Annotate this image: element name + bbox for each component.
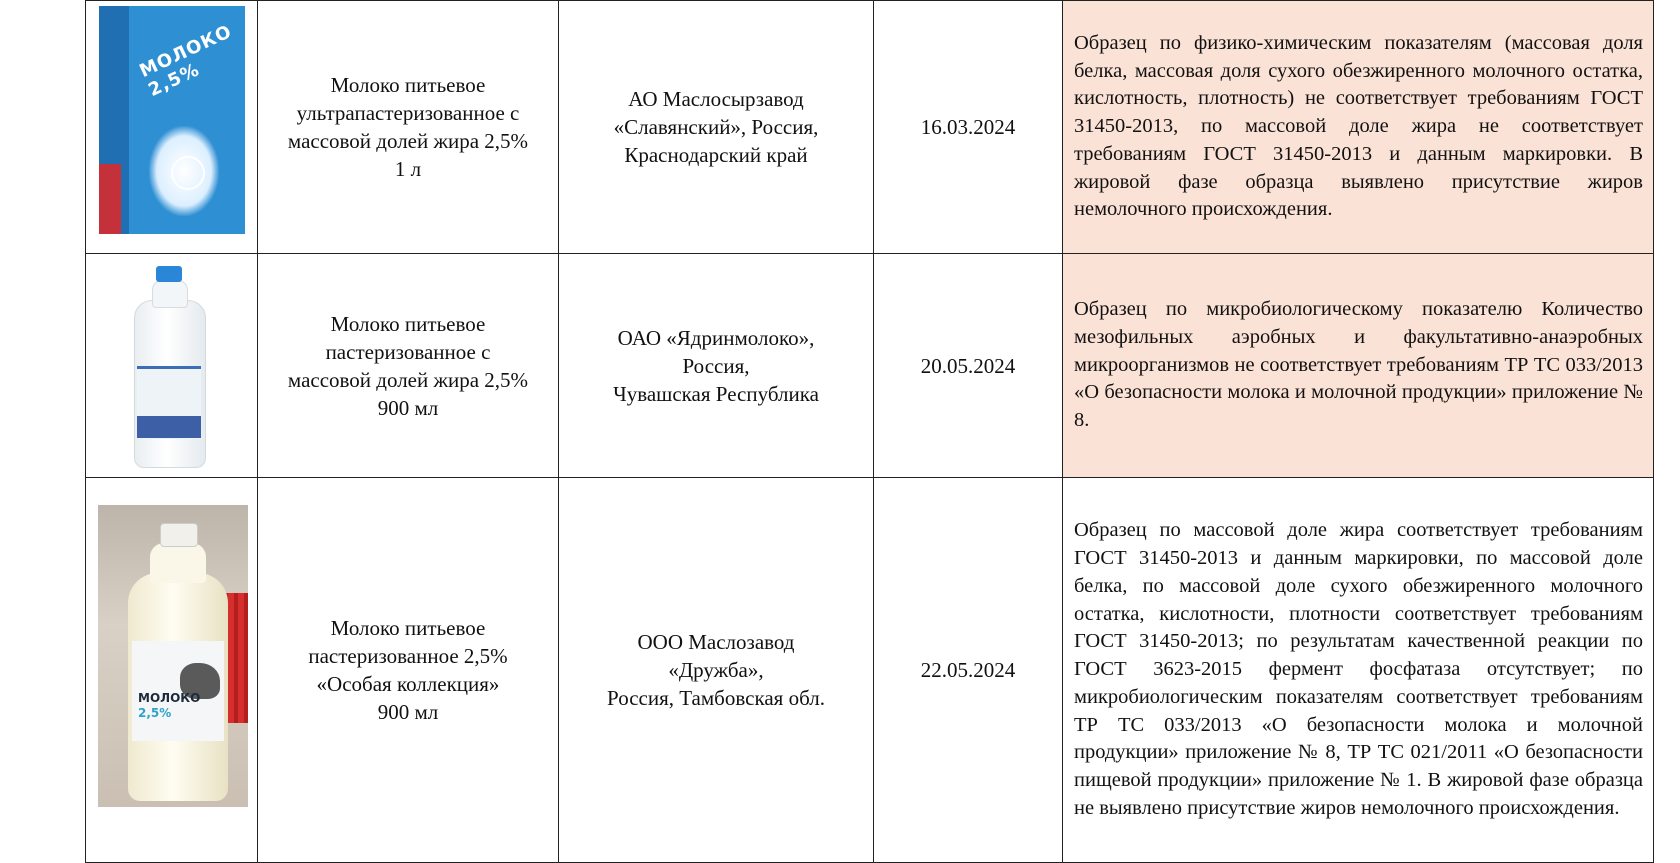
sample-date-cell bbox=[874, 1, 1063, 254]
manufacturer-cell bbox=[559, 478, 874, 863]
test-result-cell bbox=[1063, 1, 1654, 254]
product-name-cell bbox=[258, 478, 559, 863]
milk-bottle-photo bbox=[134, 266, 204, 466]
product-photo-cell bbox=[86, 478, 258, 863]
product-name-cell bbox=[258, 254, 559, 478]
table-row bbox=[86, 254, 1654, 478]
product-name: Молоко питьевое ультрапастеризованное с массовой долей жира 2,5% 1 л bbox=[287, 73, 529, 181]
sample-date: 22.05.2024 bbox=[920, 658, 1016, 682]
product-name: Молоко питьевое пастеризованное с массовой долей жира 2,5% 900 мл bbox=[287, 311, 529, 420]
test-result: Образец по массовой доле жира соответствует требованиям ГОСТ 31450-2013 и данным маркировки, по массовой доле белка, по массовой доле сухого обезжиренного молочного остатка, кислотности, плотности соответствует требованиям ГОСТ 31450-2013; по результатам качественной реакции по ГОСТ 3623-2015 фермент фосфатаза отсутствует; по микробиологическим показателям соответствует требованиям ТР ТС 033/2013 «О безопасности молока и молочной продукции» приложение № 8, ТР ТС 021/2011 «О безопасности пищевой продукции» приложение № 1. В жировой фазе образца не выявлено присутствие жиров немолочного происхождения. bbox=[1074, 519, 1643, 820]
sample-date: 16.03.2024 bbox=[920, 115, 1016, 139]
manufacturer-cell bbox=[559, 254, 874, 478]
manufacturer-cell bbox=[559, 1, 874, 254]
table-row bbox=[86, 1, 1654, 254]
test-result-cell bbox=[1063, 478, 1654, 863]
test-result: Образец по физико-химическим показателям (массовая доля белка, массовая доля сухого обезжиренного молочного остатка, кислотность, плотность) не соответствует требованиям ГОСТ 31450-2013, по массовой доле жира не соответствует требованиям ГОСТ 31450-2013 и данным маркировки. В жировой фазе образца выявлено присутствие жиров немолочного происхождения. bbox=[1074, 31, 1643, 221]
sample-date-cell bbox=[874, 254, 1063, 478]
test-result: Образец по микробиологическому показателю Количество мезофильных аэробных и факультативно-анаэробных микроорганизмов не соответствует требованиям ТР ТС 033/2013 «О безопасности молока и молочной продукции» приложение № 8. bbox=[1074, 298, 1643, 432]
sample-date-cell bbox=[874, 478, 1063, 863]
product-photo-cell bbox=[86, 1, 258, 254]
manufacturer: ООО Маслозавод «Дружба», Россия, Тамбовская обл. bbox=[607, 630, 825, 710]
milk-carton-photo bbox=[99, 6, 245, 234]
bottle-label-fat: 2,5% bbox=[138, 706, 172, 720]
milk-test-results-table bbox=[85, 0, 1654, 863]
milk-bottle-photo bbox=[98, 505, 248, 807]
sample-date: 20.05.2024 bbox=[920, 353, 1016, 378]
product-photo-cell bbox=[86, 254, 258, 478]
bottle-label-title: МОЛОКО bbox=[138, 691, 201, 705]
manufacturer: АО Маслосырзавод «Славянский», Россия, Краснодарский край bbox=[613, 87, 819, 167]
test-result-cell bbox=[1063, 254, 1654, 478]
carton-label: МОЛОКО 2,5% bbox=[136, 20, 236, 102]
manufacturer: ОАО «Ядринмолоко», Россия, Чувашская Республика bbox=[613, 325, 819, 406]
table-row bbox=[86, 478, 1654, 863]
product-name-cell bbox=[258, 1, 559, 254]
product-name: Молоко питьевое пастеризованное 2,5% «Особая коллекция» 900 мл bbox=[308, 616, 508, 724]
